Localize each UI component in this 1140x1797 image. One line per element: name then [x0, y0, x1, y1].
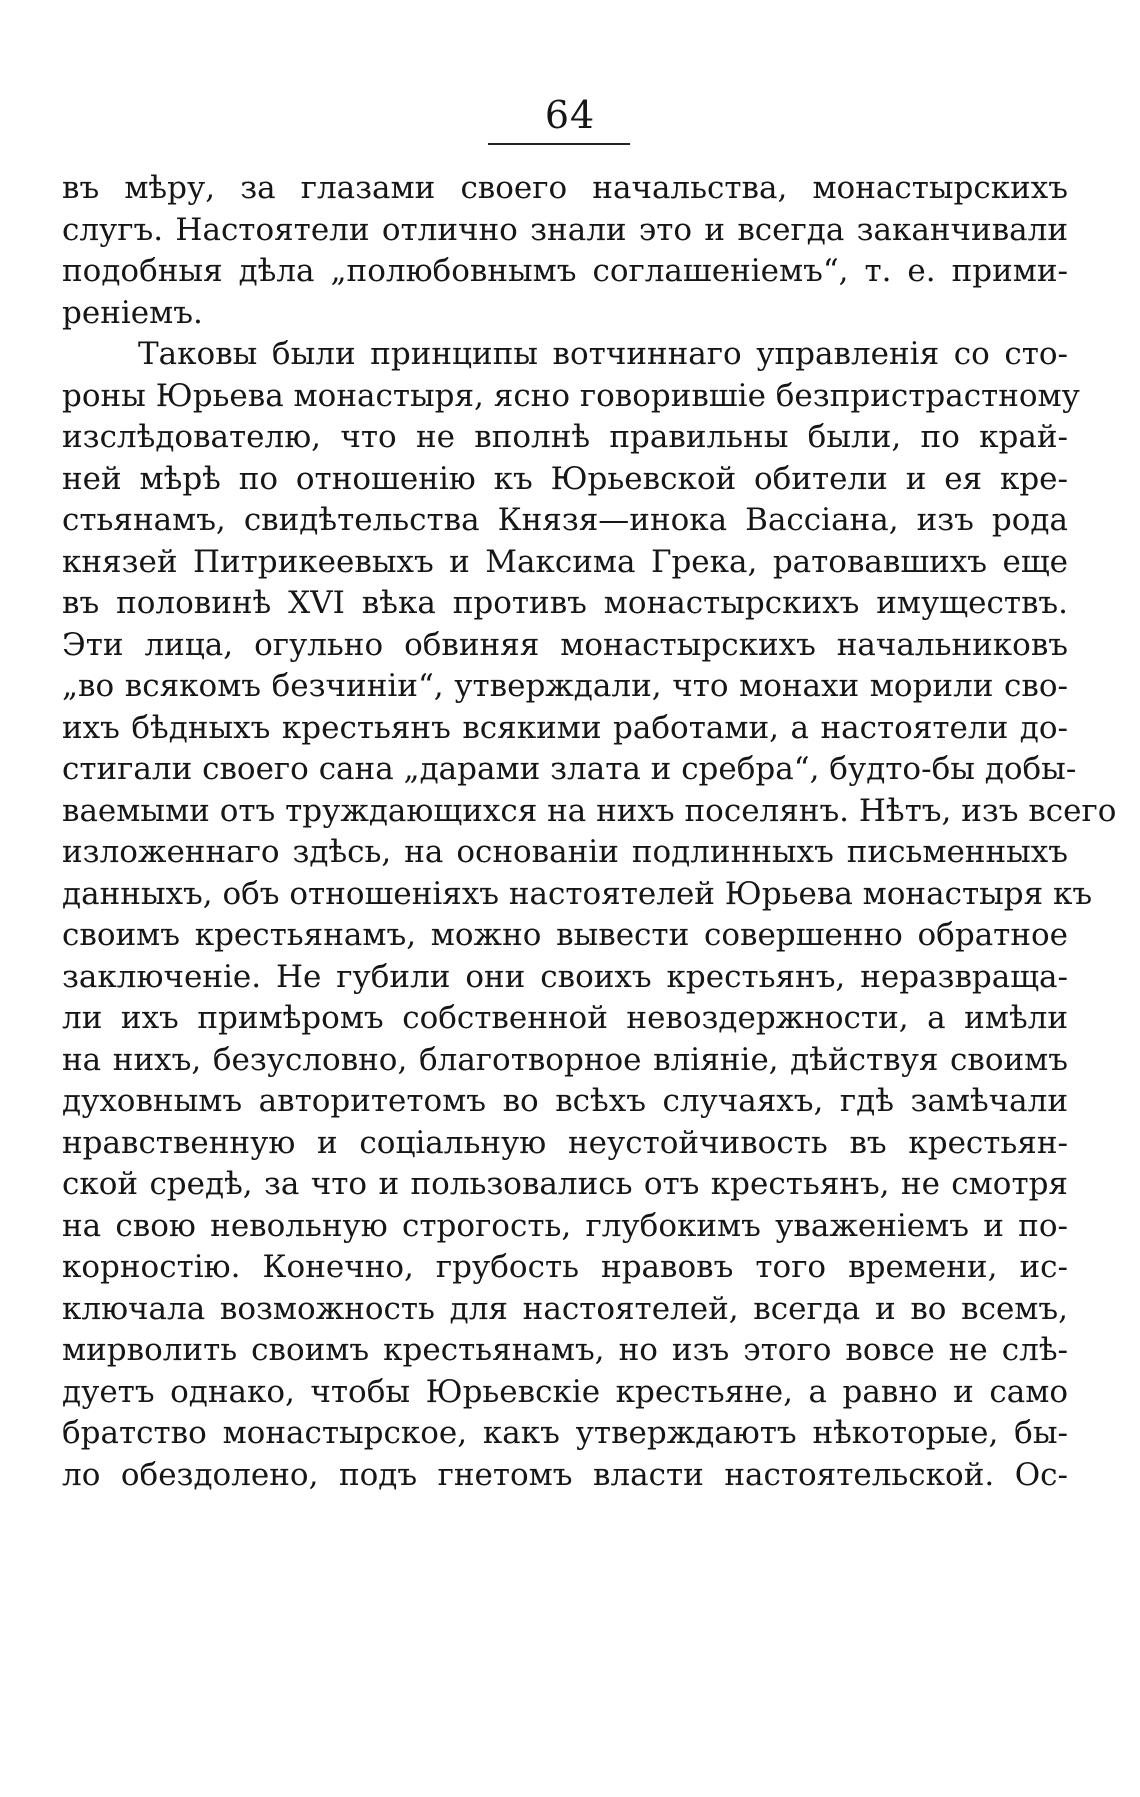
text-line: ихъ бѣдныхъ крестьянъ всякими работами, а настоятели до-	[62, 709, 1068, 746]
text-line: подобныя дѣла „полюбовнымъ соглашеніемъ“, т. е. прими-	[62, 253, 1068, 289]
text-line: роны Юрьева монастыря, ясно говорившіе безпристрастному	[62, 377, 1080, 414]
text-line: слугъ. Настоятели отлично знали это и всегда заканчивали	[62, 211, 1068, 248]
text-line: Таковы были принципы вотчиннаго управленія со сто-	[138, 336, 1068, 372]
text-line: дуетъ однако, чтобы Юрьевскіе крестьяне, а равно и само	[62, 1373, 1068, 1410]
text-line: въ мѣру, за глазами своего начальства, монастырскихъ	[62, 170, 1068, 206]
text-line: заключеніе. Не губили они своихъ крестьянъ, неразвраща-	[62, 958, 1068, 995]
text-line: изслѣдователю, что не вполнѣ правильны были, по край-	[62, 419, 1068, 455]
paragraph-2	[62, 334, 1117, 1496]
text-line: на нихъ, безусловно, благотворное вліяніе, дѣйствуя своимъ	[62, 1041, 1068, 1078]
text-line: на свою невольную строгость, глубокимъ уваженіемъ и по-	[62, 1207, 1068, 1244]
text-line: ли ихъ примѣромъ собственной невоздержности, а имѣли	[62, 1000, 1068, 1036]
text-line: ней мѣрѣ по отношенію къ Юрьевской обители и ея кре-	[62, 460, 1068, 497]
paragraph-1	[62, 168, 1068, 334]
header-rule	[488, 143, 630, 145]
text-line: ваемыми отъ труждающихся на нихъ поселянъ. Нѣтъ, изъ всего	[62, 792, 1117, 829]
text-line: Эти лица, огульно обвиняя монастырскихъ начальниковъ	[62, 626, 1068, 663]
text-line: въ половинѣ XVI вѣка противъ монастырскихъ имуществъ.	[62, 585, 1068, 621]
body-text	[62, 168, 1117, 1496]
text-line: мирволить своимъ крестьянамъ, но изъ этого вовсе не слѣ-	[62, 1332, 1068, 1368]
page-number: 64	[544, 93, 596, 137]
text-line: ло обездолено, подъ гнетомъ власти настоятельской. Ос-	[62, 1456, 1068, 1493]
text-line: стьянамъ, свидѣтельства Князя—инока Вассіана, изъ рода	[62, 502, 1068, 538]
text-line: своимъ крестьянамъ, можно вывести совершенно обратное	[62, 917, 1068, 953]
text-line: ключала возможность для настоятелей, всегда и во всемъ,	[62, 1290, 1068, 1327]
text-line: данныхъ, объ отношеніяхъ настоятелей Юрьева монастыря къ	[62, 875, 1093, 912]
text-line: нравственную и соціальную неустойчивость въ крестьян-	[62, 1124, 1068, 1161]
text-line: стигали своего сана „дарами злата и сребра“, будто-бы добы-	[62, 751, 1077, 787]
text-line: братство монастырское, какъ утверждаютъ нѣкоторые, бы-	[62, 1415, 1068, 1451]
text-line: корностію. Конечно, грубость нравовъ того времени, ис-	[62, 1249, 1068, 1285]
text-line: духовнымъ авторитетомъ во всѣхъ случаяхъ, гдѣ замѣчали	[62, 1083, 1068, 1119]
text-line: князей Питрикеевыхъ и Максима Грека, ратовавшихъ еще	[62, 543, 1068, 580]
text-line: „во всякомъ безчиніи“, утверждали, что монахи морили сво-	[62, 668, 1068, 704]
text-line: изложеннаго здѣсь, на основаніи подлинныхъ письменныхъ	[62, 834, 1068, 870]
text-line: реніемъ.	[62, 294, 203, 331]
text-line: ской средѣ, за что и пользовались отъ крестьянъ, не смотря	[62, 1166, 1068, 1202]
